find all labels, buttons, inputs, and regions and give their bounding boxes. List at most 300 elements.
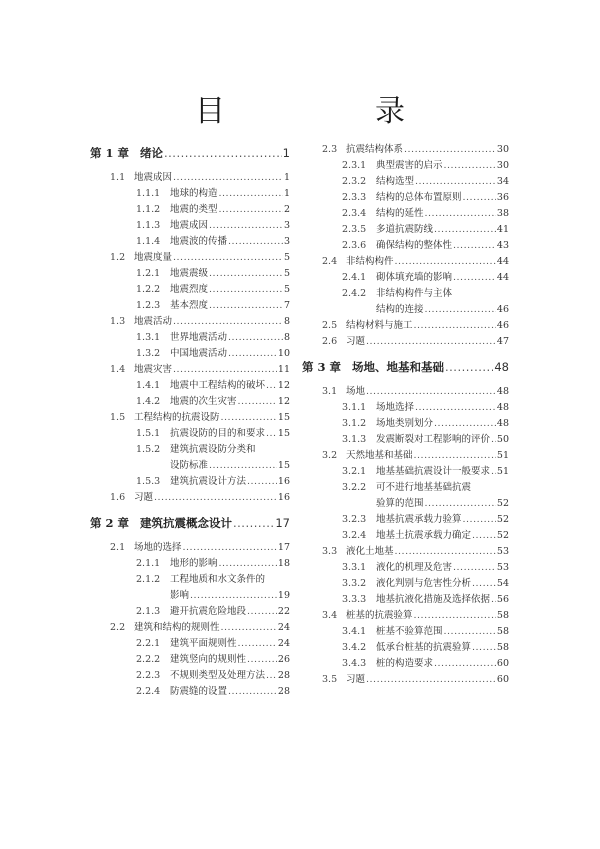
toc-subsection-entry[interactable]	[90, 266, 290, 282]
entry-page-number: 30	[496, 160, 509, 171]
entry-number: 2.1.3	[136, 606, 161, 617]
entry-title: 场地类别划分	[376, 418, 434, 429]
entry-title: 地震的次生灾害	[170, 396, 237, 407]
entry-page-number: 56	[496, 594, 509, 605]
entry-number: 3.4.3	[342, 658, 367, 669]
entry-page-number: 12	[277, 380, 290, 391]
entry-title: 桩基不验算范围	[376, 626, 443, 637]
entry-title: 结构选型	[376, 176, 415, 187]
toc-subsection-entry[interactable]	[312, 480, 509, 496]
dot-leader	[445, 358, 493, 376]
entry-title: 世界地震活动	[170, 332, 228, 343]
dot-leader	[173, 314, 283, 330]
entry-title: 天然地基和基础	[346, 450, 413, 461]
entry-number: 1.5.2	[136, 444, 161, 455]
entry-title: 场地的选择	[134, 542, 182, 553]
entry-page-number: 28	[277, 670, 290, 681]
entry-number: 3.2	[322, 450, 338, 461]
entry-title: 地震灾害	[134, 364, 173, 375]
toc-subsection-entry[interactable]	[312, 432, 509, 448]
toc-subsection-entry[interactable]	[90, 298, 290, 314]
dot-leader	[414, 318, 496, 334]
dot-leader	[434, 416, 496, 432]
section-gap	[312, 350, 509, 356]
dot-leader	[404, 142, 496, 158]
entry-title: 建筑和结构的规则性	[134, 622, 220, 633]
entry-page-number: 16	[277, 492, 290, 503]
entry-page-number: 48	[496, 418, 509, 429]
toc-section-entry[interactable]	[312, 142, 509, 158]
toc-chapter-entry[interactable]	[90, 144, 290, 162]
entry-title: 建筑抗震概念设计	[140, 516, 232, 530]
dot-leader	[395, 254, 496, 270]
dot-leader	[219, 556, 277, 572]
toc-subsection-entry[interactable]	[90, 186, 290, 202]
entry-title: 确保结构的整体性	[376, 240, 453, 251]
entry-page-number: 60	[496, 674, 509, 685]
entry-title: 液化的机理及危害	[376, 562, 453, 573]
entry-number: 1.6	[110, 492, 126, 503]
entry-title: 习题	[346, 674, 366, 685]
dot-leader	[444, 158, 496, 174]
toc-subsection-entry[interactable]	[90, 202, 290, 218]
dot-leader	[247, 474, 277, 490]
toc-subsection-entry[interactable]	[90, 572, 290, 588]
entry-number: 2.3	[322, 144, 338, 155]
entry-page-number: 52	[496, 498, 509, 509]
entry-number: 1.4.2	[136, 396, 161, 407]
entry-number: 2.3.3	[342, 192, 367, 203]
entry-page-number: 51	[496, 450, 509, 461]
entry-number: 1.1	[110, 172, 126, 183]
entry-number: 2.2	[110, 622, 126, 633]
entry-number: 3.3.3	[342, 594, 367, 605]
entry-page-number: 43	[496, 240, 509, 251]
dot-leader	[228, 234, 283, 250]
dot-leader	[395, 544, 496, 560]
toc-section-entry[interactable]	[90, 490, 290, 506]
dot-leader	[228, 346, 277, 362]
toc-subsection-entry[interactable]	[90, 442, 290, 458]
entry-page-number: 44	[496, 256, 509, 267]
entry-number: 3.2.4	[342, 530, 367, 541]
entry-title: 地震震级	[170, 268, 209, 279]
entry-page-number: 48	[494, 360, 509, 374]
entry-number: 1.2.1	[136, 268, 161, 279]
entry-number: 3.2.1	[342, 466, 367, 477]
entry-title: 不规则类型及处理方法	[170, 670, 266, 681]
toc-subsection-entry[interactable]	[90, 668, 290, 684]
entry-page-number: 1	[283, 172, 290, 183]
dot-leader	[238, 636, 277, 652]
dot-leader	[209, 458, 277, 474]
toc-section-entry[interactable]	[312, 254, 509, 270]
toc-subsection-entry[interactable]	[90, 330, 290, 346]
entry-page-number: 46	[496, 320, 509, 331]
entry-number: 1.2.2	[136, 284, 161, 295]
entry-title: 非结构构件	[346, 256, 394, 267]
dot-leader	[247, 652, 277, 668]
entry-page-number: 28	[277, 686, 290, 697]
entry-page-number: 7	[283, 300, 290, 311]
toc-section-entry[interactable]	[312, 318, 509, 334]
entry-title: 结构的总体布置原则	[376, 192, 462, 203]
entry-title: 地球的构造	[170, 188, 218, 199]
toc-subsection-entry-continued[interactable]	[312, 496, 509, 512]
toc-section-entry[interactable]	[90, 410, 290, 426]
entry-title: 基本烈度	[170, 300, 209, 311]
entry-title: 结构的延性	[376, 208, 424, 219]
entry-number: 1.2	[110, 252, 126, 263]
entry-page-number: 26	[277, 654, 290, 665]
entry-number: 1.1.3	[136, 220, 161, 231]
dot-leader	[444, 624, 496, 640]
entry-number: 2.4	[322, 256, 338, 267]
entry-number: 3.2.2	[342, 482, 367, 493]
entry-title: 可不进行地基基础抗震	[376, 482, 472, 493]
entry-page-number: 12	[277, 396, 290, 407]
entry-title-continued: 结构的连接	[376, 304, 424, 315]
dot-leader	[266, 426, 277, 442]
dot-leader	[491, 592, 496, 608]
dot-leader	[190, 588, 277, 604]
entry-page-number: 52	[496, 514, 509, 525]
entry-number: 3.4	[322, 610, 338, 621]
toc-subsection-entry[interactable]	[312, 222, 509, 238]
dot-leader	[366, 334, 496, 350]
entry-title: 防震缝的设置	[170, 686, 228, 697]
entry-title: 建筑抗震设防分类和	[170, 444, 256, 455]
entry-title: 抗震设防的目的和要求	[170, 428, 266, 439]
entry-number: 2.2.3	[136, 670, 161, 681]
toc-section-entry[interactable]	[312, 334, 509, 350]
entry-page-number: 48	[496, 402, 509, 413]
dot-leader	[366, 384, 496, 400]
entry-number: 1.4	[110, 364, 126, 375]
entry-page-number: 36	[496, 192, 509, 203]
entry-page-number: 58	[496, 642, 509, 653]
entry-number: 3.2.3	[342, 514, 367, 525]
toc-chapter-entry[interactable]	[302, 358, 509, 376]
entry-title: 地形的影响	[170, 558, 218, 569]
entry-page-number: 5	[283, 284, 290, 295]
entry-number: 2.3.4	[342, 208, 367, 219]
dot-leader	[453, 560, 496, 576]
entry-number: 3.1.2	[342, 418, 367, 429]
toc-subsection-entry[interactable]	[312, 190, 509, 206]
entry-title: 场地、地基和基础	[352, 360, 444, 374]
entry-title: 典型震害的启示	[376, 160, 443, 171]
entry-title: 场地选择	[376, 402, 415, 413]
entry-title: 地震波的传播	[170, 236, 228, 247]
entry-title: 发震断裂对工程影响的评价	[376, 434, 491, 445]
entry-title: 建筑平面规则性	[170, 638, 237, 649]
toc-subsection-entry[interactable]	[312, 592, 509, 608]
entry-page-number: 60	[496, 658, 509, 669]
entry-number: 1.2.3	[136, 300, 161, 311]
entry-title-continued: 设防标准	[170, 460, 209, 471]
toc-subsection-entry[interactable]	[90, 378, 290, 394]
entry-title: 建筑竖向的规则性	[170, 654, 247, 665]
dot-leader	[183, 540, 277, 556]
entry-page-number: 24	[277, 622, 290, 633]
entry-title-continued: 验算的范围	[376, 498, 424, 509]
entry-page-number: 1	[282, 146, 290, 160]
entry-page-number: 8	[283, 332, 290, 343]
section-gap	[90, 506, 290, 512]
toc-left-column	[90, 142, 290, 700]
toc-subsection-entry[interactable]	[90, 234, 290, 250]
entry-number: 1.1.4	[136, 236, 161, 247]
toc-chapter-entry[interactable]	[90, 514, 290, 532]
entry-page-number: 15	[277, 412, 290, 423]
entry-number: 1.4.1	[136, 380, 161, 391]
entry-title: 地震的类型	[170, 204, 218, 215]
entry-number: 2.1.1	[136, 558, 161, 569]
entry-page-number: 48	[496, 386, 509, 397]
entry-page-number: 5	[283, 268, 290, 279]
entry-page-number: 41	[496, 224, 509, 235]
toc-subsection-entry[interactable]	[312, 158, 509, 174]
dot-leader	[209, 266, 283, 282]
dot-leader	[472, 528, 496, 544]
toc-subsection-entry[interactable]	[312, 206, 509, 222]
toc-subsection-entry[interactable]	[90, 556, 290, 572]
entry-number: 3.1.3	[342, 434, 367, 445]
entry-page-number: 10	[277, 348, 290, 359]
entry-page-number: 53	[496, 562, 509, 573]
entry-number: 2.2.4	[136, 686, 161, 697]
toc-subsection-entry[interactable]	[312, 416, 509, 432]
entry-number: 1.1.2	[136, 204, 161, 215]
dot-leader	[491, 432, 496, 448]
entry-title: 桩基的抗震验算	[346, 610, 413, 621]
toc-section-entry[interactable]	[90, 170, 290, 186]
dot-leader	[219, 186, 283, 202]
dot-leader	[414, 608, 496, 624]
toc-subsection-entry[interactable]	[312, 174, 509, 190]
entry-number: 3.1	[322, 386, 338, 397]
dot-leader	[209, 218, 283, 234]
entry-title: 地基抗液化措施及选择依据	[376, 594, 491, 605]
entry-title: 低承台桩基的抗震验算	[376, 642, 472, 653]
entry-number: 第 3 章	[302, 360, 342, 374]
entry-page-number: 8	[283, 316, 290, 327]
toc-section-entry[interactable]	[90, 540, 290, 556]
toc-subsection-entry[interactable]	[312, 512, 509, 528]
toc-section-entry[interactable]	[90, 362, 290, 378]
entry-title: 地震度量	[134, 252, 173, 263]
entry-number: 1.5	[110, 412, 126, 423]
dot-leader	[247, 604, 277, 620]
toc-subsection-entry[interactable]	[312, 656, 509, 672]
dot-leader	[266, 378, 277, 394]
entry-page-number: 1	[283, 188, 290, 199]
toc-subsection-entry[interactable]	[312, 464, 509, 480]
entry-number: 3.3	[322, 546, 338, 557]
entry-number: 1.3.1	[136, 332, 161, 343]
dot-leader	[491, 464, 496, 480]
entry-title: 抗震结构体系	[346, 144, 404, 155]
entry-title: 习题	[346, 336, 366, 347]
entry-title: 地震成因	[170, 220, 209, 231]
entry-number: 2.4.2	[342, 288, 367, 299]
entry-title: 多道抗震防线	[376, 224, 434, 235]
toc-section-entry[interactable]	[312, 448, 509, 464]
dot-leader	[425, 302, 496, 318]
toc-subsection-entry[interactable]	[90, 218, 290, 234]
toc-right-column	[302, 142, 509, 688]
entry-number: 2.3.1	[342, 160, 367, 171]
entry-title: 地震烈度	[170, 284, 209, 295]
dot-leader	[221, 620, 277, 636]
entry-title: 地基土抗震承载力确定	[376, 530, 472, 541]
toc-subsection-entry[interactable]	[90, 346, 290, 362]
entry-page-number: 3	[283, 236, 290, 247]
dot-leader	[415, 174, 496, 190]
toc-subsection-entry-continued[interactable]	[312, 302, 509, 318]
dot-leader	[238, 394, 277, 410]
dot-leader	[173, 170, 283, 186]
entry-page-number: 34	[496, 176, 509, 187]
dot-leader	[434, 656, 496, 672]
entry-number: 1.3	[110, 316, 126, 327]
toc-subsection-entry[interactable]	[90, 282, 290, 298]
toc-subsection-entry[interactable]	[312, 640, 509, 656]
entry-page-number: 47	[496, 336, 509, 347]
entry-title: 习题	[134, 492, 154, 503]
dot-leader	[228, 330, 283, 346]
toc-subsection-entry[interactable]	[312, 576, 509, 592]
dot-leader	[425, 496, 496, 512]
entry-title: 地震中工程结构的破坏	[170, 380, 266, 391]
toc-section-entry[interactable]	[312, 384, 509, 400]
dot-leader	[453, 270, 496, 286]
entry-page-number: 17	[275, 516, 290, 530]
entry-title: 砌体填充墙的影响	[376, 272, 453, 283]
dot-leader	[463, 190, 496, 206]
toc-subsection-entry[interactable]	[312, 560, 509, 576]
entry-number: 1.5.1	[136, 428, 161, 439]
entry-page-number: 30	[496, 144, 509, 155]
entry-page-number: 58	[496, 610, 509, 621]
toc-subsection-entry[interactable]	[312, 286, 509, 302]
toc-subsection-entry[interactable]	[90, 394, 290, 410]
entry-title: 避开抗震危险地段	[170, 606, 247, 617]
toc-subsection-entry[interactable]	[312, 528, 509, 544]
toc-subsection-entry[interactable]	[312, 270, 509, 286]
dot-leader	[414, 448, 496, 464]
entry-title: 结构材料与施工	[346, 320, 413, 331]
entry-title-continued: 影响	[170, 590, 190, 601]
toc-section-entry[interactable]	[312, 672, 509, 688]
toc-subsection-entry[interactable]	[90, 426, 290, 442]
toc-section-entry[interactable]	[312, 608, 509, 624]
entry-title: 地震成因	[134, 172, 173, 183]
entry-page-number: 38	[496, 208, 509, 219]
toc-subsection-entry[interactable]	[90, 604, 290, 620]
entry-number: 3.4.1	[342, 626, 367, 637]
entry-number: 3.5	[322, 674, 338, 685]
entry-title: 液化判别与危害性分析	[376, 578, 472, 589]
entry-page-number: 11	[277, 364, 290, 375]
dot-leader	[472, 640, 496, 656]
toc-subsection-entry[interactable]	[90, 652, 290, 668]
toc-section-entry[interactable]	[90, 250, 290, 266]
entry-number: 第 1 章	[90, 146, 130, 160]
entry-page-number: 17	[277, 542, 290, 553]
dot-leader	[266, 668, 277, 684]
toc-subsection-entry[interactable]	[90, 636, 290, 652]
entry-page-number: 51	[496, 466, 509, 477]
toc-subsection-entry[interactable]	[312, 400, 509, 416]
entry-number: 第 2 章	[90, 516, 130, 530]
entry-number: 1.3.2	[136, 348, 161, 359]
entry-title: 桩的构造要求	[376, 658, 434, 669]
entry-page-number: 3	[283, 220, 290, 231]
entry-number: 3.4.2	[342, 642, 367, 653]
entry-page-number: 16	[277, 476, 290, 487]
entry-page-number: 46	[496, 304, 509, 315]
toc-section-entry[interactable]	[90, 314, 290, 330]
dot-leader	[425, 206, 496, 222]
toc-subsection-entry[interactable]	[312, 238, 509, 254]
dot-leader	[221, 410, 277, 426]
page-title: 目 录	[195, 94, 465, 129]
entry-page-number: 18	[277, 558, 290, 569]
toc-subsection-entry[interactable]	[312, 624, 509, 640]
entry-number: 2.2.2	[136, 654, 161, 665]
dot-leader	[463, 512, 496, 528]
entry-title: 中国地震活动	[170, 348, 228, 359]
dot-leader	[173, 250, 283, 266]
dot-leader	[434, 222, 496, 238]
dot-leader	[453, 238, 496, 254]
entry-page-number: 22	[277, 606, 290, 617]
entry-page-number: 19	[277, 590, 290, 601]
entry-number: 2.2.1	[136, 638, 161, 649]
entry-number: 2.4.1	[342, 272, 367, 283]
dot-leader	[209, 298, 283, 314]
entry-title: 绪论	[140, 146, 163, 160]
entry-number: 2.6	[322, 336, 338, 347]
dot-leader	[173, 362, 277, 378]
entry-page-number: 24	[277, 638, 290, 649]
entry-title: 地震活动	[134, 316, 173, 327]
toc-subsection-entry-continued[interactable]	[90, 458, 290, 474]
entry-title: 地基抗震承载力验算	[376, 514, 462, 525]
entry-number: 2.5	[322, 320, 338, 331]
entry-number: 2.1.2	[136, 574, 161, 585]
dot-leader	[472, 576, 496, 592]
entry-title: 建筑抗震设计方法	[170, 476, 247, 487]
toc-section-entry[interactable]	[312, 544, 509, 560]
entry-page-number: 50	[496, 434, 509, 445]
entry-title: 液化土地基	[346, 546, 394, 557]
toc-subsection-entry[interactable]	[90, 684, 290, 700]
toc-section-entry[interactable]	[90, 620, 290, 636]
entry-number: 1.1.1	[136, 188, 161, 199]
entry-number: 3.1.1	[342, 402, 367, 413]
entry-title: 工程地质和水文条件的	[170, 574, 266, 585]
dot-leader	[219, 202, 283, 218]
entry-number: 2.3.5	[342, 224, 367, 235]
entry-title: 非结构构件与主体	[376, 288, 453, 299]
toc-subsection-entry-continued[interactable]	[90, 588, 290, 604]
toc-subsection-entry[interactable]	[90, 474, 290, 490]
entry-page-number: 15	[277, 460, 290, 471]
entry-page-number: 44	[496, 272, 509, 283]
